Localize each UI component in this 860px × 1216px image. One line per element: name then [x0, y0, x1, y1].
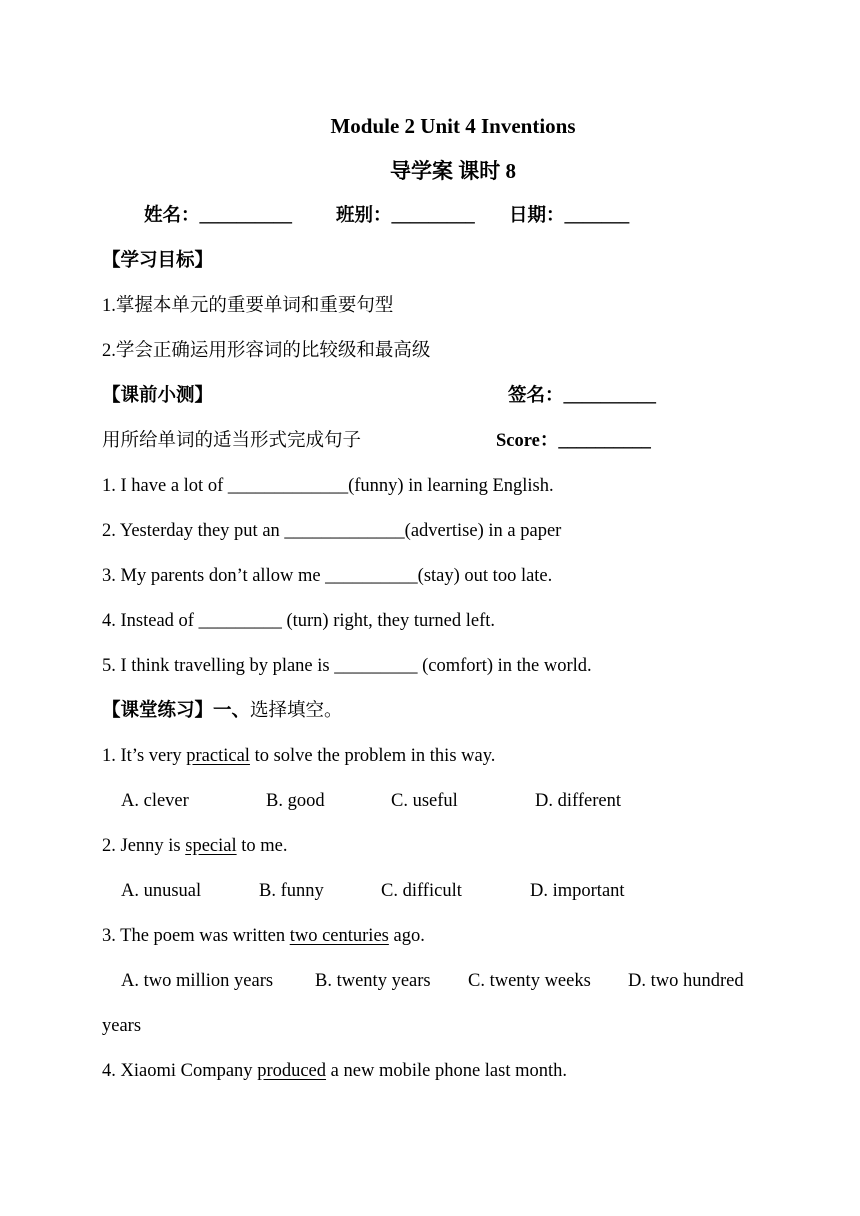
- practice-section-number: 一、: [213, 701, 251, 721]
- practice-heading-line: [102, 699, 343, 723]
- score-field: Score：__________: [496, 431, 651, 451]
- option-c: C. difficult: [381, 881, 462, 901]
- pretest-item: 1. I have a lot of _____________(funny) in learning English.: [102, 476, 554, 496]
- question-text: a new mobile phone last month.: [326, 1061, 568, 1081]
- pretest-item: 2. Yesterday they put an _____________(advertise) in a paper: [102, 521, 562, 541]
- date-field: 日期：_______: [509, 206, 630, 226]
- question-text: 3. The poem was written: [102, 926, 290, 946]
- class-field: 班别：_________: [336, 206, 475, 226]
- pretest-heading: 【课前小测】: [102, 386, 214, 406]
- pretest-item: 4. Instead of _________ (turn) right, they turned left.: [102, 611, 496, 631]
- question-stem: [102, 924, 425, 948]
- question-text: 4. Xiaomi Company: [102, 1061, 258, 1081]
- question-text: ago.: [388, 926, 425, 946]
- question-text: to solve the problem in this way.: [249, 746, 496, 766]
- option-d: D. two hundred: [628, 971, 744, 991]
- pretest-instruction: 用所给单词的适当形式完成句子: [102, 431, 362, 451]
- option-c: C. useful: [391, 791, 458, 811]
- question-stem: [102, 744, 495, 768]
- name-field: 姓名：__________: [144, 206, 293, 226]
- document-title: Module 2 Unit 4 Inventions: [330, 114, 576, 138]
- question-text: 1. It’s very: [102, 746, 187, 766]
- underlined-word: two centuries: [289, 926, 389, 946]
- question-stem: [102, 1059, 567, 1083]
- option-b: B. funny: [259, 881, 324, 901]
- pretest-item: 5. I think travelling by plane is _________ (comfort) in the world.: [102, 656, 592, 676]
- option-d-continuation: years: [102, 1016, 142, 1036]
- document-subtitle: 导学案 课时 8: [390, 159, 516, 183]
- option-b: B. twenty years: [315, 971, 431, 991]
- option-b: B. good: [266, 791, 325, 811]
- signature-field: 签名：__________: [508, 386, 657, 406]
- option-a: A. two million years: [121, 971, 274, 991]
- practice-heading: 【课堂练习】: [102, 701, 214, 721]
- option-c: C. twenty weeks: [468, 971, 591, 991]
- underlined-word: practical: [186, 746, 250, 766]
- question-text: 2. Jenny is: [102, 836, 186, 856]
- option-d: D. different: [535, 791, 621, 811]
- goals-heading: 【学习目标】: [102, 251, 214, 271]
- underlined-word: produced: [257, 1061, 327, 1081]
- pretest-item: 3. My parents don’t allow me __________(stay) out too late.: [102, 566, 553, 586]
- question-stem: [102, 834, 288, 858]
- option-a: A. unusual: [121, 881, 202, 901]
- underlined-word: special: [185, 836, 237, 856]
- option-a: A. clever: [121, 791, 189, 811]
- goal-item: 2.学会正确运用形容词的比较级和最高级: [102, 341, 431, 361]
- practice-section-text: 选择填空。: [250, 701, 343, 721]
- goal-item: 1.掌握本单元的重要单词和重要句型: [102, 296, 394, 316]
- question-text: to me.: [236, 836, 288, 856]
- option-d: D. important: [530, 881, 625, 901]
